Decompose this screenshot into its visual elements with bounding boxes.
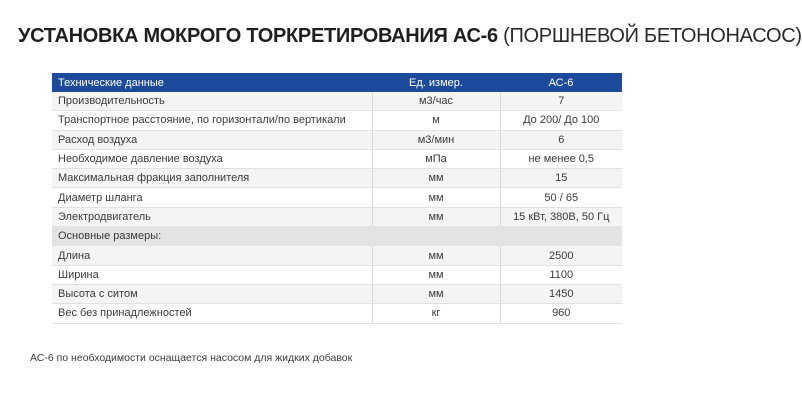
param-name-cell: Необходимое давление воздуха <box>52 149 372 168</box>
section-row <box>52 227 622 246</box>
param-name-cell: Максимальная фракция заполнителя <box>52 169 372 188</box>
page-title <box>18 24 802 48</box>
param-name-cell: Длина <box>52 246 372 265</box>
footnote: АС-6 по необходимости оснащается насосом для жидких добавок <box>30 352 353 364</box>
table-row <box>52 246 622 265</box>
header-model: АС-6 <box>500 73 622 92</box>
table-row <box>52 130 622 149</box>
param-name-cell: Электродвигатель <box>52 207 372 226</box>
unit-cell: мм <box>372 169 500 188</box>
param-name-cell: Вес без принадлежностей <box>52 304 372 323</box>
param-name-cell: Транспортное расстояние, по горизонтали/по вертикали <box>52 111 372 130</box>
table-row <box>52 188 622 207</box>
value-cell: 50 / 65 <box>500 188 622 207</box>
value-cell: 7 <box>500 92 622 111</box>
unit-cell: м <box>372 111 500 130</box>
value-cell: 6 <box>500 130 622 149</box>
param-name-cell: Высота с ситом <box>52 284 372 303</box>
table-row <box>52 284 622 303</box>
title-subtitle: (ПОРШНЕВОЙ БЕТОНОНАСОС) <box>503 25 802 47</box>
value-cell: 1100 <box>500 265 622 284</box>
title-main: УСТАНОВКА МОКРОГО ТОРКРЕТИРОВАНИЯ АС-6 <box>18 25 498 47</box>
table-row <box>52 111 622 130</box>
value-cell: До 200/ До 100 <box>500 111 622 130</box>
unit-cell: мм <box>372 207 500 226</box>
unit-cell: мм <box>372 284 500 303</box>
unit-cell: кг <box>372 304 500 323</box>
value-cell: 15 кВт, 380В, 50 Гц <box>500 207 622 226</box>
header-unit: Ед. измер. <box>372 73 500 92</box>
value-cell: 15 <box>500 169 622 188</box>
value-cell: не менее 0,5 <box>500 149 622 168</box>
table-row <box>52 207 622 226</box>
param-name-cell: Производительность <box>52 92 372 111</box>
value-cell: 960 <box>500 304 622 323</box>
spec-table <box>52 73 622 324</box>
header-tech-data: Технические данные <box>52 73 372 92</box>
unit-cell: м3/час <box>372 92 500 111</box>
param-name-cell: Расход воздуха <box>52 130 372 149</box>
param-name-cell: Ширина <box>52 265 372 284</box>
unit-cell: мПа <box>372 149 500 168</box>
section-label: Основные размеры: <box>52 227 622 246</box>
table-row <box>52 265 622 284</box>
unit-cell: мм <box>372 265 500 284</box>
param-name-cell: Диаметр шланга <box>52 188 372 207</box>
value-cell: 1450 <box>500 284 622 303</box>
table-header-row <box>52 73 622 92</box>
table-row <box>52 149 622 168</box>
table-row <box>52 92 622 111</box>
unit-cell: мм <box>372 188 500 207</box>
value-cell: 2500 <box>500 246 622 265</box>
unit-cell: м3/мин <box>372 130 500 149</box>
unit-cell: мм <box>372 246 500 265</box>
table-row <box>52 169 622 188</box>
table-row <box>52 304 622 323</box>
